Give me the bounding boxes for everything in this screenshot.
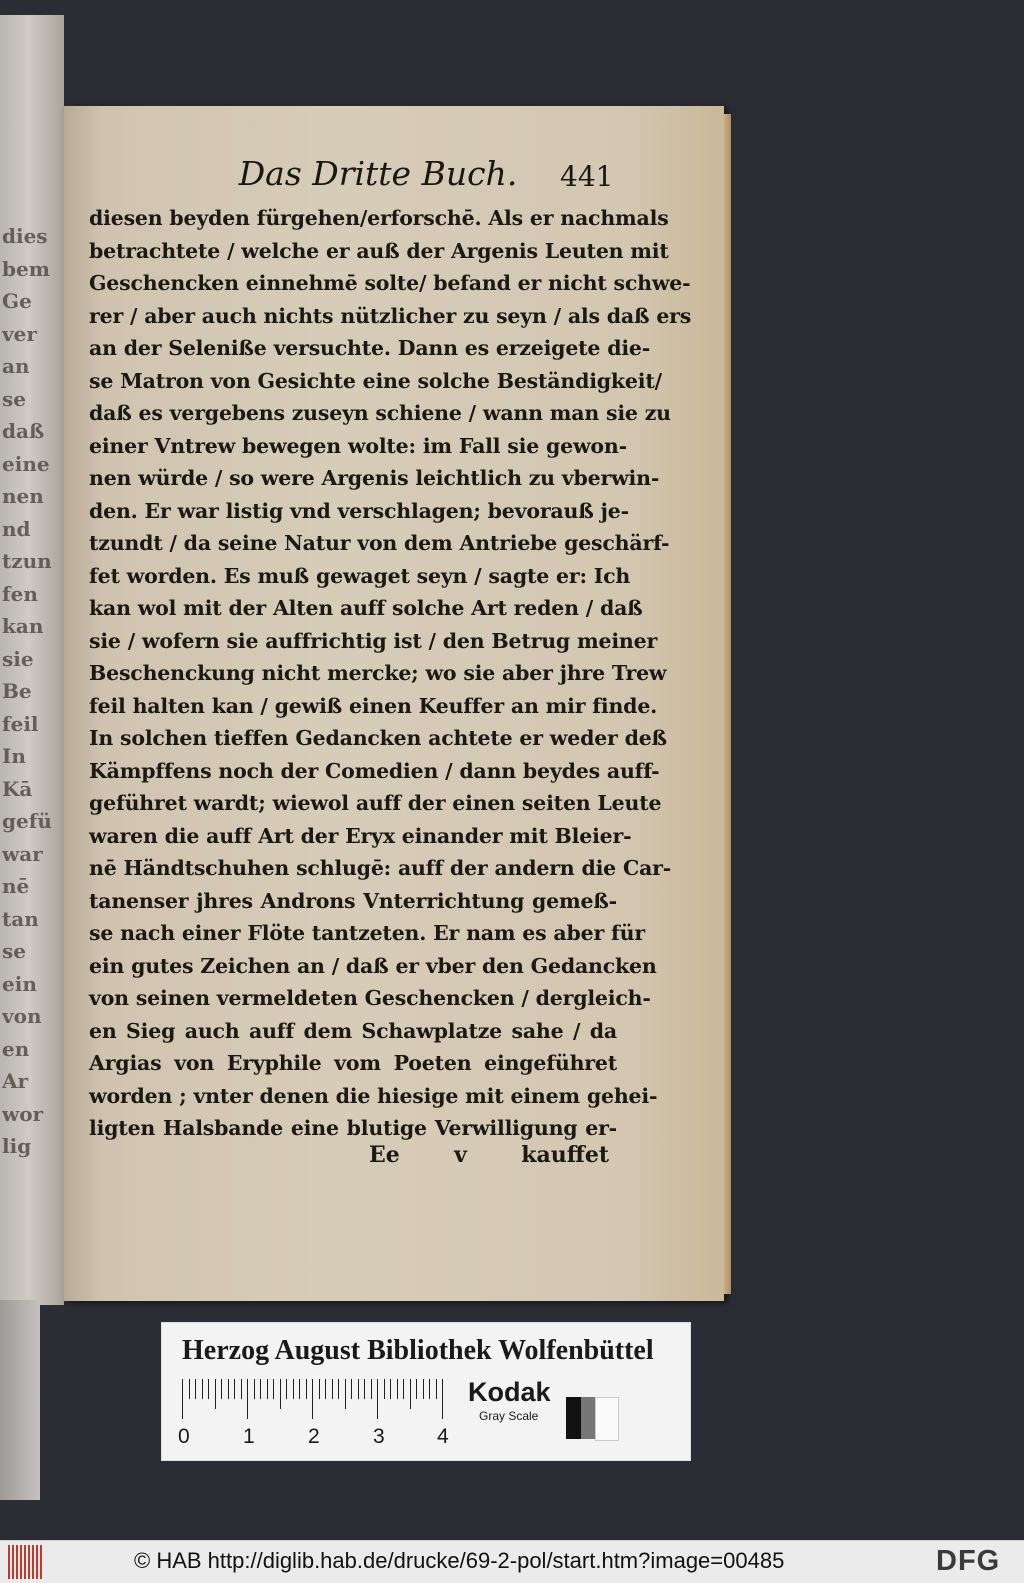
facing-page-fragment: Ge: [2, 289, 32, 313]
gray-swatch-white: [595, 1397, 619, 1441]
text-line: kan wol mit der Alten auff solche Art reden / daß: [89, 596, 643, 620]
ruler-tick: [221, 1379, 222, 1399]
text-line: ein gutes Zeichen an / daß er vber den Gedancken: [89, 953, 657, 978]
barcode-stripe: [32, 1545, 34, 1579]
ruler-tick: [254, 1379, 255, 1399]
catchword-line: [369, 1142, 609, 1168]
text-line: ligten Halsbande eine blutige Verwilligung er-: [89, 1116, 617, 1140]
ruler-tick: [293, 1379, 294, 1399]
ruler-tick: [319, 1379, 320, 1399]
barcode-icon: [8, 1545, 48, 1579]
ruler-tick: [338, 1379, 339, 1399]
facing-page-fragment: nē: [2, 874, 30, 898]
ruler-tick: [273, 1379, 274, 1399]
ruler-tick: [403, 1379, 404, 1399]
facing-page-fragment: an: [2, 354, 30, 378]
text-line: tanenser jhres Androns Vnterrichtung gemeß-: [89, 888, 617, 913]
text-line: sie / wofern sie auffrichtig ist / den Betrug meiner: [89, 628, 658, 653]
text-line: nen würde / so were Argenis leichtlich zu vberwin-: [89, 466, 660, 490]
text-line: von seinen vermeldeten Geschencken / dergleich-: [89, 986, 651, 1010]
ruler-number-1: 1: [243, 1425, 255, 1448]
page-edge: [724, 114, 731, 1294]
ruler-number-2: 2: [308, 1425, 320, 1448]
ruler-number-3: 3: [373, 1425, 385, 1448]
facing-page-fragment: von: [2, 1004, 42, 1028]
text-line: en Sieg auch auff dem Schawplatze sahe / da: [89, 1018, 617, 1043]
facing-page-fragment: tzun: [2, 549, 52, 573]
ruler-tick: [312, 1379, 313, 1419]
facing-page-fragment: lig: [2, 1134, 32, 1158]
ruler-tick: [325, 1379, 326, 1399]
facing-page-fragment: se: [2, 939, 26, 963]
ruler-tick: [436, 1379, 437, 1399]
ruler-tick: [260, 1379, 261, 1399]
ruler-tick: [410, 1379, 411, 1409]
text-line: waren die auff Art der Eryx einander mit Bleier-: [89, 823, 632, 848]
barcode-stripe: [40, 1545, 42, 1579]
facing-page-fragment: war: [2, 841, 43, 866]
ruler-tick: [397, 1379, 398, 1399]
dfg-logo: DFG: [936, 1545, 1001, 1577]
ruler-tick: [358, 1379, 359, 1399]
text-line: Beschenckung nicht mercke; wo sie aber jhre Trew: [89, 661, 667, 685]
ruler-tick: [423, 1379, 424, 1399]
ruler-tick: [241, 1379, 242, 1399]
body-text: [89, 202, 692, 1145]
text-line: fet worden. Es muß gewaget seyn / sagte er: Ich: [89, 563, 631, 588]
ruler-number-4: 4: [437, 1425, 449, 1448]
ruler-tick: [429, 1379, 430, 1399]
facing-page-fragment: tan: [2, 906, 39, 931]
ruler-tick: [299, 1379, 300, 1399]
library-name: Herzog August Bibliothek Wolfenbüttel: [182, 1335, 654, 1366]
barcode-stripe: [12, 1545, 14, 1579]
facing-page-fragment: Ar: [2, 1069, 29, 1093]
ruler-tick: [286, 1379, 287, 1399]
facing-page-fragment: nd: [2, 516, 31, 541]
facing-page-fragment: ein: [2, 971, 37, 996]
ruler-tick: [228, 1379, 229, 1399]
facing-page-fragment: sie: [2, 646, 34, 671]
facing-page-fragment: daß: [2, 419, 45, 443]
facing-page-fragment: en: [2, 1036, 30, 1061]
text-line: einer Vntrew bewegen wolte: im Fall sie gewon-: [89, 433, 627, 458]
ruler-tick: [208, 1379, 209, 1399]
running-head: Das Dritte Buch.: [238, 154, 518, 193]
barcode-stripe: [16, 1545, 18, 1579]
facing-page-fragment: wor: [2, 1101, 44, 1126]
facing-page-fragment: se: [2, 386, 26, 411]
text-line: an der Seleniße versuchte. Dann es erzeigete die-: [89, 336, 651, 360]
text-line: diesen beyden fürgehen/erforschē. Als er nachmals: [89, 206, 669, 230]
text-line: se nach einer Flöte tantzeten. Er nam es aber für: [89, 921, 645, 945]
facing-page-fragment: dies: [2, 224, 48, 248]
facing-page-fragment: gefü: [2, 809, 52, 833]
ruler-tick: [247, 1379, 248, 1419]
ruler-tick: [195, 1379, 196, 1399]
facing-page-fragment: feil: [2, 711, 39, 736]
barcode-stripe: [36, 1545, 38, 1579]
ruler-tick: [202, 1379, 203, 1399]
ruler-tick: [267, 1379, 268, 1399]
catchword: kauffet: [521, 1142, 609, 1168]
kodak-logo: Kodak: [468, 1377, 551, 1407]
barcode-stripe: [28, 1545, 30, 1579]
facing-page-fragment: nen: [2, 484, 44, 508]
ruler-tick: [234, 1379, 235, 1399]
ruler-tick: [384, 1379, 385, 1399]
facing-page-fragment: kan: [2, 614, 44, 638]
ruler-tick: [416, 1379, 417, 1399]
ruler-tick: [280, 1379, 281, 1409]
ruler-tick: [345, 1379, 346, 1409]
text-line: worden ; vnter denen die hiesige mit einem gehei-: [89, 1083, 658, 1108]
source-url[interactable]: © HAB http://diglib.hab.de/drucke/69-2-pol/start.htm?image=00485: [134, 1548, 785, 1573]
facing-page-edge: [0, 15, 64, 1305]
ruler-tick: [377, 1379, 378, 1419]
book-page: [64, 106, 724, 1301]
footer-bar: [0, 1540, 1024, 1583]
text-line: tzundt / da seine Natur von dem Antriebe geschärf-: [89, 531, 670, 555]
ruler-tick: [351, 1379, 352, 1399]
text-line: daß es vergebens zuseyn schiene / wann man sie zu: [89, 401, 671, 425]
ruler-tick: [306, 1379, 307, 1399]
text-line: se Matron von Gesichte eine solche Beständigkeit/: [89, 368, 662, 393]
ruler-tick: [332, 1379, 333, 1399]
facing-page-text: [2, 220, 58, 1163]
ruler-tick: [182, 1379, 183, 1419]
text-line: In solchen tieffen Gedancken achtete er weder deß: [89, 726, 667, 750]
text-line: feil halten kan / gewiß einen Keuffer an mir finde.: [89, 693, 658, 718]
barcode-stripe: [20, 1545, 22, 1579]
text-line: den. Er war listig vnd verschlagen; bevorauß je-: [89, 498, 629, 523]
text-line: Kämpffens noch der Comedien / dann beydes auff-: [89, 758, 660, 783]
text-line: Argias von Eryphile vom Poeten eingeführet: [89, 1051, 617, 1075]
gray-scale-label: Gray Scale: [479, 1409, 539, 1423]
facing-page-fragment: Be: [2, 679, 32, 703]
text-line: betrachtete / welche er auß der Argenis Leuten mit: [89, 238, 669, 263]
gray-swatch-mid: [581, 1397, 595, 1439]
book-cover-edge: [0, 1300, 40, 1500]
facing-page-fragment: fen: [2, 581, 38, 606]
text-line: nē Händtschuhen schlugē: auff der andern die Car-: [89, 856, 672, 880]
gray-swatch-black: [566, 1397, 581, 1439]
page-number: 441: [560, 160, 614, 193]
ruler-tick: [189, 1379, 190, 1399]
ruler-tick: [364, 1379, 365, 1399]
facing-page-fragment: eine: [2, 451, 50, 476]
facing-page-fragment: Kā: [2, 776, 33, 801]
text-line: geführet wardt; wiewol auff der einen seiten Leute: [89, 791, 662, 815]
signature-number: v: [454, 1142, 467, 1168]
ruler-tick: [442, 1379, 443, 1419]
barcode-stripe: [8, 1545, 10, 1579]
color-calibration-bar: [161, 1322, 691, 1461]
ruler-number-0: 0: [178, 1425, 190, 1448]
facing-page-fragment: In: [2, 744, 26, 768]
signature-mark: Ee: [369, 1142, 400, 1168]
facing-page-fragment: bem: [2, 256, 50, 281]
ruler-tick: [371, 1379, 372, 1399]
ruler-tick: [390, 1379, 391, 1399]
facing-page-fragment: ver: [2, 321, 37, 346]
text-line: Geschencken einnehmē solte/ befand er nicht schwe-: [89, 271, 691, 295]
barcode-stripe: [24, 1545, 26, 1579]
text-line: rer / aber auch nichts nützlicher zu seyn / als daß ers: [89, 303, 692, 328]
ruler-tick: [215, 1379, 216, 1409]
measurement-ruler: [182, 1379, 452, 1425]
